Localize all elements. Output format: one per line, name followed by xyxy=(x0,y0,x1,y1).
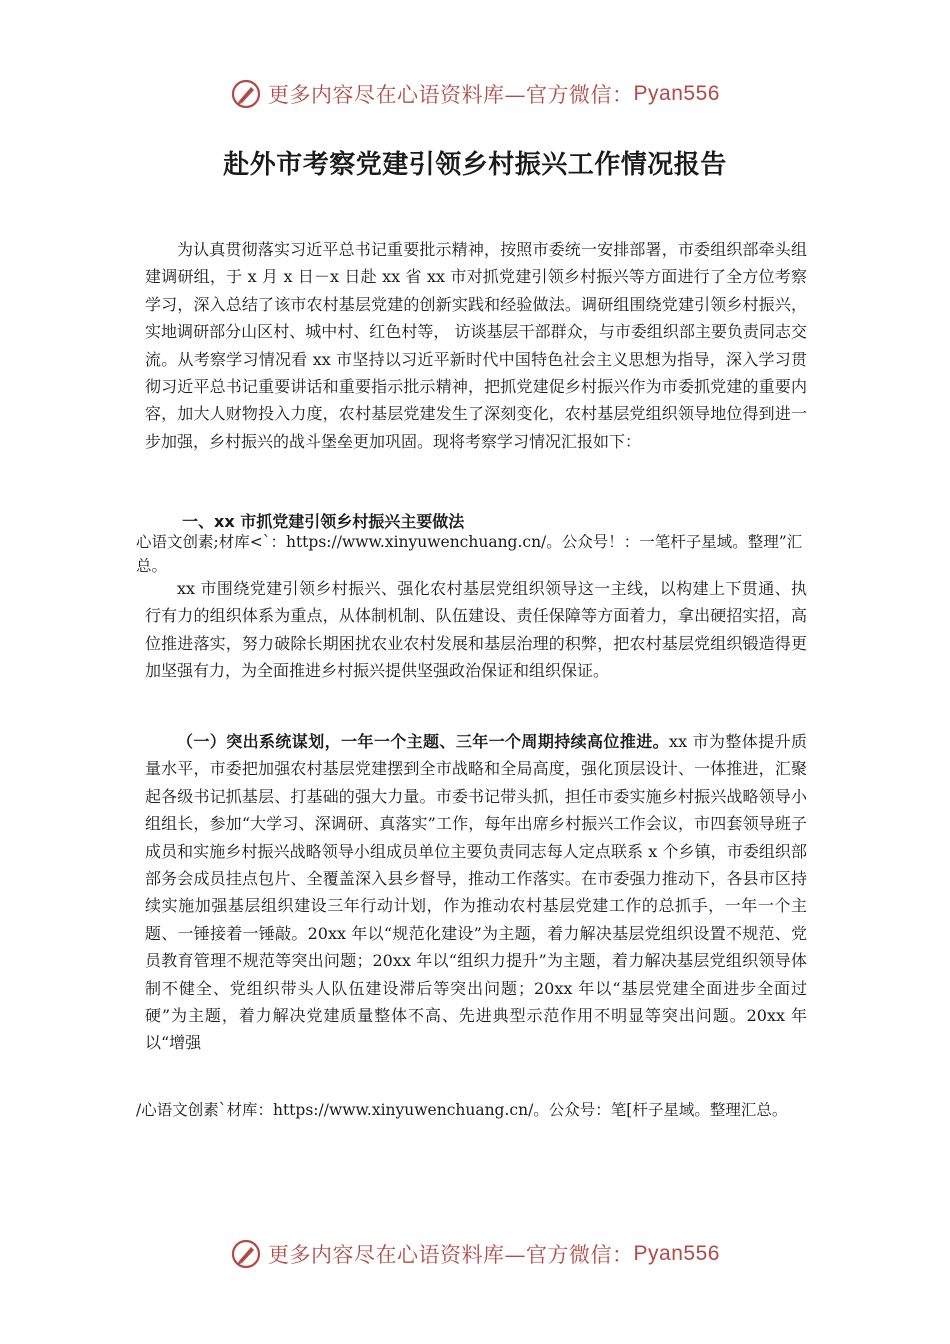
header-banner xyxy=(0,72,950,116)
source-note-2: /心语文创素`材库：https://www.xinyuwenchuang.cn/。公众号：笔[杆子星域。整理汇总。 xyxy=(136,1101,788,1119)
subsection-paragraph-1 xyxy=(145,728,807,1057)
banner-wechat-id: Pyan556 xyxy=(633,1242,720,1265)
footer-banner xyxy=(0,1232,950,1276)
subsection-lead: （一）突出系统谋划，一年一个主题、三年一个周期持续高位推进。 xyxy=(177,732,670,751)
source-note-1: 心语文创素;材库<`：https://www.xinyuwenchuang.cn/。公众号！：一笔杆子星域。整理”汇总。 xyxy=(136,533,803,575)
intro-paragraph: 为认真贯彻落实习近平总书记重要批示精神，按照市委统一安排部署，市委组织部牵头组建调研组，于 x 月 x 日－x 日赴 xx 省 xx 市对抓党建引领乡村振兴等方面进行了全方位考察学习，深入总结了该市农村基层党建的创新实践和经验做法。调研组围绕党建引领乡村振兴，实地调研部分山区村、城中村、红色村等， 访谈基层干部群众，与市委组织部主要负责同志交流。从考察学习情况看 xx 市坚持以习近平新时代中国特色社会主义思想为指导，深入学习贯彻习近平总书记重要讲话和重要指示批示精神，把抓党建促乡村振兴作为市委抓党建的重要内容，加大人财物投入力度，农村基层党建发生了深刻变化，农村基层党组织领导地位得到进一步加强，乡村振兴的战斗堡垒更加巩固。现将考察学习情况汇报如下： xyxy=(145,240,807,451)
subsection-body: xx 市为整体提升质量水平，市委把加强农村基层党建摆到全市战略和全局高度，强化顶层设计、一体推进，汇聚起各级书记抓基层、打基础的强大力量。市委书记带头抓，担任市委实施乡村振兴战略领导小组组长，参加“大学习、深调研、真落实”工作，每年出席乡村振兴工作会议，市四套领导班子成员和实施乡村振兴战略领导小组成员单位主要负责同志每人定点联系 x 个乡镇，市委组织部部务会成员挂点包片、全覆盖深入县乡督导，推动工作落实。在市委强力推动下，各县市区持续实施加强基层组织建设三年行动计划，作为推动农村基层党建工作的总抓手，一年一个主题、一锤接着一锤敲。20xx 年以“规范化建设”为主题，着力解决基层党组织设置不规范、党员教育管理不规范等突出问题；20xx 年以“组织力提升”为主题，着力解决基层党组织领导体制不健全、党组织带头人队伍建设滞后等突出问题；20xx 年以“基层党建全面进步全面过硬”为主题，着力解决党建质量整体不高、先进典型示范作用不明显等突出问题。20xx 年以“增强 xyxy=(145,732,807,1053)
section-paragraph-1: xx 市围绕党建引领乡村振兴、强化农村基层党组织领导这一主线，以构建上下贯通、执行有力的组织体系为重点，从体制机制、队伍建设、责任保障等方面着力，拿出硬招实招，高位推进落实，努力破除长期困扰农业农村发展和基层治理的积弊，把农村基层党组织锻造得更加坚强有力，为全面推进乡村振兴提供坚强政治保证和组织保证。 xyxy=(145,579,807,681)
document-title: 赴外市考察党建引领乡村振兴工作情况报告 xyxy=(223,150,727,180)
pen-logo-icon xyxy=(230,78,262,110)
banner-text: 更多内容尽在心语资料库—官方微信： xyxy=(268,83,634,107)
banner-wechat-id: Pyan556 xyxy=(633,82,720,105)
banner-text: 更多内容尽在心语资料库—官方微信： xyxy=(268,1243,634,1267)
pen-logo-icon xyxy=(230,1238,262,1270)
section-heading-1: 一、xx 市抓党建引领乡村振兴主要做法 xyxy=(182,512,465,531)
